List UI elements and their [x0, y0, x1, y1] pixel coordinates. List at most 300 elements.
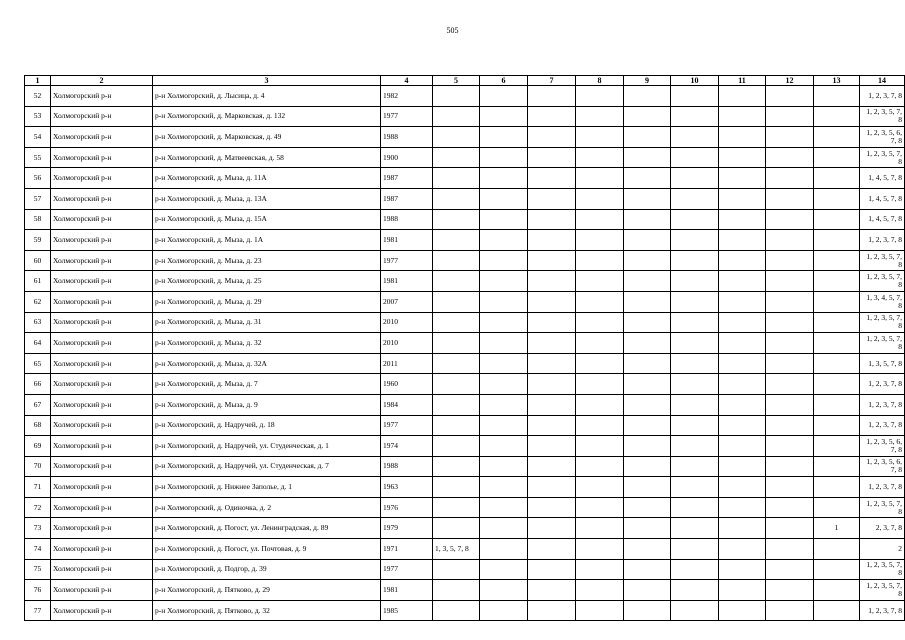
table-row: [25, 394, 905, 415]
row-number: 64: [25, 333, 51, 354]
district-cell: Холмогорский р-н: [51, 600, 153, 621]
col7-cell: [528, 147, 576, 168]
col12-cell: [766, 250, 814, 271]
district-cell: Холмогорский р-н: [51, 559, 153, 580]
col14-cell: 1, 2, 3, 7, 8: [860, 600, 905, 621]
col5-cell: [433, 600, 480, 621]
col8-cell: [576, 291, 624, 312]
col6-cell: [480, 106, 528, 127]
col13-cell: [814, 394, 860, 415]
col10-cell: [671, 559, 719, 580]
col12-cell: [766, 477, 814, 498]
col13-cell: [814, 415, 860, 436]
col5-cell: [433, 147, 480, 168]
col14-cell: 1, 2, 3, 5, 7, 8: [860, 271, 905, 292]
col14-cell: 1, 2, 3, 5, 7, 8: [860, 250, 905, 271]
row-number: 76: [25, 580, 51, 601]
col5-cell: [433, 86, 480, 107]
district-cell: Холмогорский р-н: [51, 374, 153, 395]
col14-cell: 1, 2, 3, 5, 6, 7, 8: [860, 127, 905, 148]
year-cell: 1960: [381, 374, 433, 395]
col11-cell: [719, 147, 766, 168]
col8-cell: [576, 250, 624, 271]
column-header-5: 5: [433, 76, 480, 86]
col13-cell: [814, 477, 860, 498]
year-cell: 1981: [381, 230, 433, 251]
district-cell: Холмогорский р-н: [51, 291, 153, 312]
district-cell: Холмогорский р-н: [51, 230, 153, 251]
col10-cell: [671, 518, 719, 539]
col11-cell: [719, 333, 766, 354]
col5-cell: [433, 394, 480, 415]
col12-cell: [766, 312, 814, 333]
district-cell: Холмогорский р-н: [51, 353, 153, 374]
col13-cell: [814, 580, 860, 601]
col14-cell: 1, 2, 3, 7, 8: [860, 230, 905, 251]
col10-cell: [671, 168, 719, 189]
col6-cell: [480, 415, 528, 436]
col10-cell: [671, 127, 719, 148]
table-row: [25, 106, 905, 127]
col12-cell: [766, 86, 814, 107]
col13-cell: [814, 230, 860, 251]
table-header-row: [25, 76, 905, 86]
col12-cell: [766, 230, 814, 251]
col14-cell: 1, 4, 5, 7, 8: [860, 168, 905, 189]
col11-cell: [719, 209, 766, 230]
col11-cell: [719, 106, 766, 127]
table-row: [25, 86, 905, 107]
col14-cell: 1, 2, 3, 5, 7, 8: [860, 333, 905, 354]
address-cell: р-н Холмогорский, д. Надручей, д. 18: [153, 415, 381, 436]
col7-cell: [528, 209, 576, 230]
column-header-1: 1: [25, 76, 51, 86]
col5-cell: [433, 580, 480, 601]
col8-cell: [576, 333, 624, 354]
address-cell: р-н Холмогорский, д. Мыза, д. 9: [153, 394, 381, 415]
column-header-11: 11: [719, 76, 766, 86]
table-row: [25, 539, 905, 560]
year-cell: 1971: [381, 539, 433, 560]
year-cell: 1988: [381, 456, 433, 477]
table-row: [25, 291, 905, 312]
row-number: 59: [25, 230, 51, 251]
col6-cell: [480, 600, 528, 621]
col10-cell: [671, 497, 719, 518]
col12-cell: [766, 394, 814, 415]
col8-cell: [576, 539, 624, 560]
district-cell: Холмогорский р-н: [51, 147, 153, 168]
col7-cell: [528, 600, 576, 621]
district-cell: Холмогорский р-н: [51, 209, 153, 230]
col13-cell: [814, 353, 860, 374]
col5-cell: [433, 333, 480, 354]
row-number: 77: [25, 600, 51, 621]
address-cell: р-н Холмогорский, д. Мыза, д. 32А: [153, 353, 381, 374]
col11-cell: [719, 456, 766, 477]
col14-cell: 1, 2, 3, 7, 8: [860, 374, 905, 395]
col5-cell: [433, 168, 480, 189]
col14-cell: 1, 2, 3, 5, 7, 8: [860, 147, 905, 168]
address-cell: р-н Холмогорский, д. Нижнее Заполье, д. 1: [153, 477, 381, 498]
table-row: [25, 147, 905, 168]
col14-cell: 1, 2, 3, 7, 8: [860, 477, 905, 498]
year-cell: 1987: [381, 168, 433, 189]
year-cell: 2007: [381, 291, 433, 312]
district-cell: Холмогорский р-н: [51, 518, 153, 539]
row-number: 66: [25, 374, 51, 395]
year-cell: 1977: [381, 415, 433, 436]
col10-cell: [671, 250, 719, 271]
col10-cell: [671, 230, 719, 251]
col14-cell: 1, 2, 3, 7, 8: [860, 394, 905, 415]
col11-cell: [719, 518, 766, 539]
col5-cell: [433, 127, 480, 148]
year-cell: 1974: [381, 436, 433, 457]
district-cell: Холмогорский р-н: [51, 394, 153, 415]
col12-cell: [766, 168, 814, 189]
table-row: [25, 415, 905, 436]
col9-cell: [624, 230, 671, 251]
col5-cell: [433, 106, 480, 127]
col14-cell: 1, 2, 3, 7, 8: [860, 86, 905, 107]
col10-cell: [671, 436, 719, 457]
column-header-6: 6: [480, 76, 528, 86]
table-row: [25, 518, 905, 539]
address-cell: р-н Холмогорский, д. Мыза, д. 15А: [153, 209, 381, 230]
col12-cell: [766, 271, 814, 292]
col9-cell: [624, 271, 671, 292]
table-row: [25, 271, 905, 292]
col9-cell: [624, 374, 671, 395]
row-number: 63: [25, 312, 51, 333]
col6-cell: [480, 250, 528, 271]
col11-cell: [719, 271, 766, 292]
table-row: [25, 168, 905, 189]
col8-cell: [576, 147, 624, 168]
col12-cell: [766, 209, 814, 230]
district-cell: Холмогорский р-н: [51, 436, 153, 457]
district-cell: Холмогорский р-н: [51, 580, 153, 601]
col13-cell: [814, 374, 860, 395]
col7-cell: [528, 291, 576, 312]
col5-cell: 1, 3, 5, 7, 8: [433, 539, 480, 560]
col14-cell: 1, 2, 3, 5, 6, 7, 8: [860, 456, 905, 477]
col7-cell: [528, 436, 576, 457]
year-cell: 2010: [381, 312, 433, 333]
table-row: [25, 188, 905, 209]
col8-cell: [576, 353, 624, 374]
col12-cell: [766, 127, 814, 148]
row-number: 72: [25, 497, 51, 518]
col7-cell: [528, 353, 576, 374]
col7-cell: [528, 188, 576, 209]
col5-cell: [433, 271, 480, 292]
col13-cell: [814, 168, 860, 189]
table-row: [25, 559, 905, 580]
col7-cell: [528, 518, 576, 539]
col9-cell: [624, 333, 671, 354]
col11-cell: [719, 539, 766, 560]
col6-cell: [480, 188, 528, 209]
col10-cell: [671, 188, 719, 209]
col10-cell: [671, 600, 719, 621]
col9-cell: [624, 353, 671, 374]
col8-cell: [576, 415, 624, 436]
address-cell: р-н Холмогорский, д. Надручей, ул. Студенческая, д. 7: [153, 456, 381, 477]
year-cell: 1981: [381, 271, 433, 292]
district-cell: Холмогорский р-н: [51, 333, 153, 354]
col10-cell: [671, 291, 719, 312]
col9-cell: [624, 291, 671, 312]
col12-cell: [766, 106, 814, 127]
col14-cell: 1, 2, 3, 7, 8: [860, 415, 905, 436]
year-cell: 1979: [381, 518, 433, 539]
year-cell: 1977: [381, 106, 433, 127]
col13-cell: [814, 497, 860, 518]
district-cell: Холмогорский р-н: [51, 127, 153, 148]
col7-cell: [528, 539, 576, 560]
col10-cell: [671, 353, 719, 374]
address-cell: р-н Холмогорский, д. Мыза, д. 25: [153, 271, 381, 292]
table-row: [25, 312, 905, 333]
row-number: 58: [25, 209, 51, 230]
col6-cell: [480, 147, 528, 168]
col11-cell: [719, 497, 766, 518]
col5-cell: [433, 497, 480, 518]
col11-cell: [719, 374, 766, 395]
col6-cell: [480, 333, 528, 354]
col13-cell: [814, 209, 860, 230]
col11-cell: [719, 559, 766, 580]
col10-cell: [671, 394, 719, 415]
row-number: 60: [25, 250, 51, 271]
col6-cell: [480, 374, 528, 395]
col10-cell: [671, 539, 719, 560]
col5-cell: [433, 477, 480, 498]
year-cell: 1977: [381, 250, 433, 271]
year-cell: 1982: [381, 86, 433, 107]
row-number: 55: [25, 147, 51, 168]
address-cell: р-н Холмогорский, д. Пятково, д. 29: [153, 580, 381, 601]
address-cell: р-н Холмогорский, д. Погост, ул. Почтовая, д. 9: [153, 539, 381, 560]
address-cell: р-н Холмогорский, д. Надручей, ул. Студенческая, д. 1: [153, 436, 381, 457]
col14-cell: 1, 4, 5, 7, 8: [860, 188, 905, 209]
col11-cell: [719, 436, 766, 457]
address-cell: р-н Холмогорский, д. Одиночка, д. 2: [153, 497, 381, 518]
row-number: 54: [25, 127, 51, 148]
column-header-8: 8: [576, 76, 624, 86]
col7-cell: [528, 559, 576, 580]
address-cell: р-н Холмогорский, д. Лысица, д. 4: [153, 86, 381, 107]
column-header-3: 3: [153, 76, 381, 86]
col14-cell: 1, 3, 4, 5, 7, 8: [860, 291, 905, 312]
row-number: 69: [25, 436, 51, 457]
col6-cell: [480, 291, 528, 312]
col12-cell: [766, 497, 814, 518]
col9-cell: [624, 477, 671, 498]
col13-cell: [814, 333, 860, 354]
address-cell: р-н Холмогорский, д. Марковская, д. 49: [153, 127, 381, 148]
column-header-4: 4: [381, 76, 433, 86]
address-cell: р-н Холмогорский, д. Мыза, д. 7: [153, 374, 381, 395]
year-cell: 1987: [381, 188, 433, 209]
col7-cell: [528, 127, 576, 148]
district-cell: Холмогорский р-н: [51, 271, 153, 292]
table-row: [25, 497, 905, 518]
address-cell: р-н Холмогорский, д. Мыза, д. 31: [153, 312, 381, 333]
col11-cell: [719, 312, 766, 333]
col8-cell: [576, 374, 624, 395]
col8-cell: [576, 168, 624, 189]
col11-cell: [719, 353, 766, 374]
col8-cell: [576, 230, 624, 251]
col12-cell: [766, 291, 814, 312]
col10-cell: [671, 86, 719, 107]
col14-cell: 2: [860, 539, 905, 560]
district-cell: Холмогорский р-н: [51, 312, 153, 333]
col10-cell: [671, 415, 719, 436]
col7-cell: [528, 312, 576, 333]
col8-cell: [576, 436, 624, 457]
column-header-12: 12: [766, 76, 814, 86]
col6-cell: [480, 580, 528, 601]
col8-cell: [576, 518, 624, 539]
table-row: [25, 333, 905, 354]
col5-cell: [433, 353, 480, 374]
page-number: 505: [446, 26, 459, 35]
col13-cell: [814, 250, 860, 271]
address-cell: р-н Холмогорский, д. Пятково, д. 32: [153, 600, 381, 621]
col11-cell: [719, 580, 766, 601]
col13-cell: [814, 86, 860, 107]
col8-cell: [576, 559, 624, 580]
col14-cell: 1, 2, 3, 5, 7, 8: [860, 580, 905, 601]
col5-cell: [433, 456, 480, 477]
col10-cell: [671, 333, 719, 354]
col12-cell: [766, 415, 814, 436]
row-number: 62: [25, 291, 51, 312]
col10-cell: [671, 580, 719, 601]
col13-cell: 1: [814, 518, 860, 539]
district-cell: Холмогорский р-н: [51, 168, 153, 189]
row-number: 65: [25, 353, 51, 374]
year-cell: 1984: [381, 394, 433, 415]
col13-cell: [814, 147, 860, 168]
year-cell: 1900: [381, 147, 433, 168]
col9-cell: [624, 518, 671, 539]
row-number: 56: [25, 168, 51, 189]
col14-cell: 1, 4, 5, 7, 8: [860, 209, 905, 230]
col11-cell: [719, 188, 766, 209]
col6-cell: [480, 497, 528, 518]
col6-cell: [480, 559, 528, 580]
col14-cell: 1, 2, 3, 5, 7, 8: [860, 312, 905, 333]
col12-cell: [766, 456, 814, 477]
col13-cell: [814, 188, 860, 209]
address-cell: р-н Холмогорский, д. Мыза, д. 13А: [153, 188, 381, 209]
col12-cell: [766, 436, 814, 457]
col10-cell: [671, 209, 719, 230]
col12-cell: [766, 188, 814, 209]
col7-cell: [528, 415, 576, 436]
col6-cell: [480, 271, 528, 292]
col7-cell: [528, 497, 576, 518]
data-table: [24, 75, 905, 621]
table-row: [25, 580, 905, 601]
col7-cell: [528, 106, 576, 127]
row-number: 61: [25, 271, 51, 292]
col5-cell: [433, 374, 480, 395]
col14-cell: 1, 3, 5, 7, 8: [860, 353, 905, 374]
col14-cell: 1, 2, 3, 5, 7, 8: [860, 559, 905, 580]
col6-cell: [480, 456, 528, 477]
col11-cell: [719, 230, 766, 251]
col8-cell: [576, 497, 624, 518]
col5-cell: [433, 312, 480, 333]
col8-cell: [576, 580, 624, 601]
col8-cell: [576, 394, 624, 415]
col7-cell: [528, 394, 576, 415]
col9-cell: [624, 539, 671, 560]
row-number: 57: [25, 188, 51, 209]
col11-cell: [719, 477, 766, 498]
district-cell: Холмогорский р-н: [51, 415, 153, 436]
col9-cell: [624, 312, 671, 333]
col13-cell: [814, 106, 860, 127]
district-cell: Холмогорский р-н: [51, 456, 153, 477]
address-cell: р-н Холмогорский, д. Мыза, д. 23: [153, 250, 381, 271]
year-cell: 1963: [381, 477, 433, 498]
col11-cell: [719, 127, 766, 148]
col9-cell: [624, 168, 671, 189]
col9-cell: [624, 497, 671, 518]
col13-cell: [814, 539, 860, 560]
col9-cell: [624, 559, 671, 580]
col5-cell: [433, 250, 480, 271]
district-cell: Холмогорский р-н: [51, 106, 153, 127]
col9-cell: [624, 188, 671, 209]
column-header-7: 7: [528, 76, 576, 86]
col8-cell: [576, 477, 624, 498]
col14-cell: 1, 2, 3, 5, 6, 7, 8: [860, 436, 905, 457]
col9-cell: [624, 600, 671, 621]
col13-cell: [814, 312, 860, 333]
col12-cell: [766, 539, 814, 560]
col5-cell: [433, 436, 480, 457]
year-cell: 1981: [381, 580, 433, 601]
year-cell: 1988: [381, 127, 433, 148]
col8-cell: [576, 86, 624, 107]
col7-cell: [528, 456, 576, 477]
col8-cell: [576, 188, 624, 209]
table-body: [25, 86, 905, 621]
col10-cell: [671, 374, 719, 395]
col7-cell: [528, 250, 576, 271]
year-cell: 1988: [381, 209, 433, 230]
col7-cell: [528, 477, 576, 498]
col10-cell: [671, 312, 719, 333]
address-cell: р-н Холмогорский, д. Марковская, д. 132: [153, 106, 381, 127]
col8-cell: [576, 271, 624, 292]
col7-cell: [528, 374, 576, 395]
col12-cell: [766, 353, 814, 374]
col14-cell: 2, 3, 7, 8: [860, 518, 905, 539]
row-number: 70: [25, 456, 51, 477]
col5-cell: [433, 518, 480, 539]
col9-cell: [624, 456, 671, 477]
table-row: [25, 230, 905, 251]
